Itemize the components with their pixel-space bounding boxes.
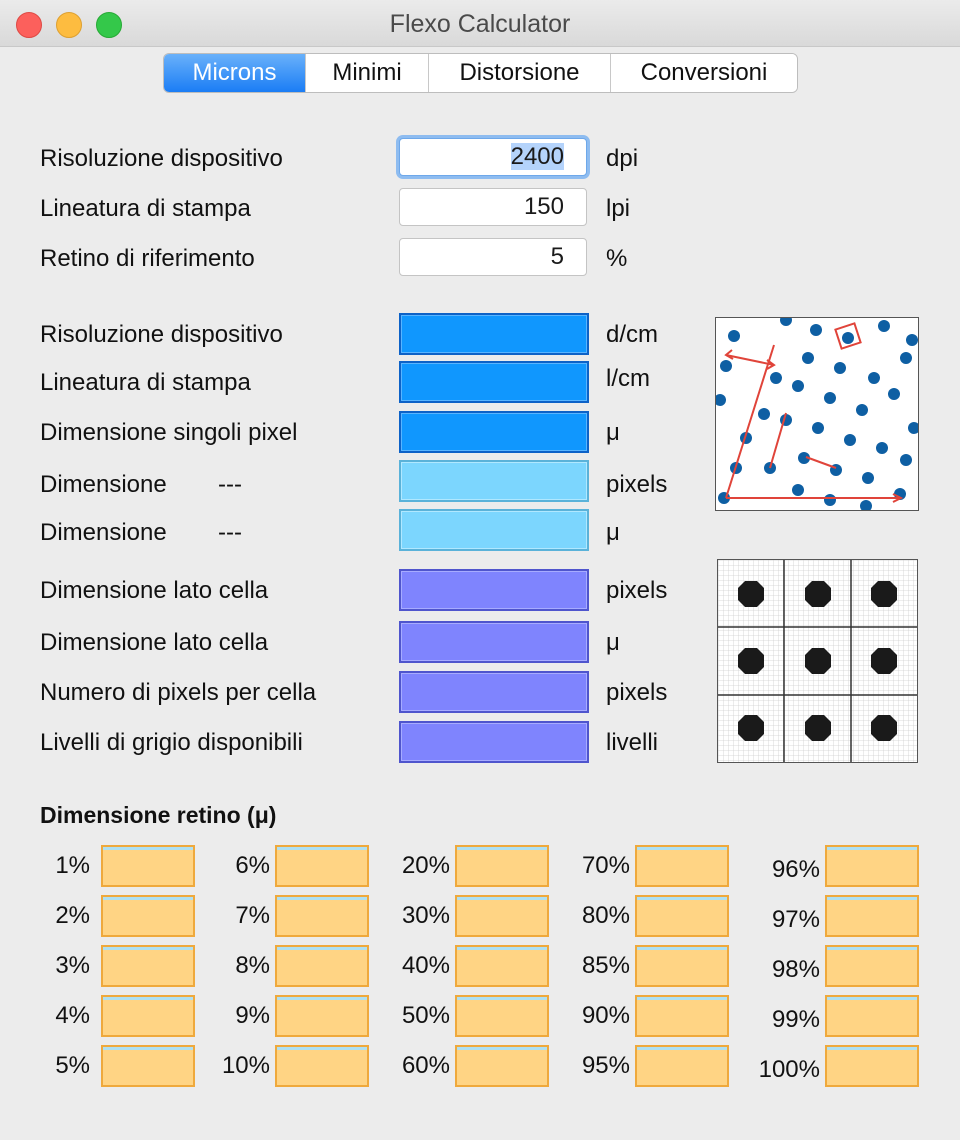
cell-dot [805, 648, 831, 674]
dot-label: 60% [401, 1052, 450, 1079]
pixel-cell-grid-diagram [717, 559, 918, 763]
unit-lcm: l/cm [606, 365, 650, 392]
dot-size-output [455, 845, 549, 887]
output-dimension-micron [399, 509, 589, 551]
device-resolution-value: 2400 [510, 143, 564, 170]
dot-size-output [275, 845, 369, 887]
device-resolution-input[interactable] [399, 138, 587, 176]
label-device-resolution: Risoluzione dispositivo [40, 145, 283, 172]
dot-size-output [635, 945, 729, 987]
dot-size-output [275, 895, 369, 937]
cell-dot [805, 715, 831, 741]
output-device-resolution-dcm [399, 313, 589, 355]
unit-dcm: d/cm [606, 321, 659, 348]
halftone-dot [878, 320, 890, 332]
halftone-dot [824, 494, 836, 506]
halftone-dot [728, 330, 740, 342]
label-pixels-per-cell: Numero di pixels per cella [40, 679, 317, 706]
cell-dot [738, 715, 764, 741]
cell-dot [738, 648, 764, 674]
tab-minimi[interactable]: Minimi [305, 54, 428, 92]
dot-size-output [635, 895, 729, 937]
halftone-dot [860, 500, 872, 510]
print-lineature-input[interactable] [399, 188, 587, 226]
cell-dot [805, 581, 831, 607]
dot-label: 95% [581, 1052, 630, 1079]
dot-size-output [101, 1045, 195, 1087]
tab-distorsione[interactable]: Distorsione [428, 54, 610, 92]
dot-label: 100% [758, 1056, 820, 1083]
dot-label: 50% [401, 1002, 450, 1029]
unit-micron-2: μ [606, 519, 620, 546]
dot-size-output [635, 1045, 729, 1087]
halftone-dot [856, 404, 868, 416]
dot-label: 97% [771, 906, 820, 933]
unit-pixels: pixels [606, 471, 668, 498]
label-print-lineature: Lineatura di stampa [40, 195, 251, 222]
title-bar [0, 0, 960, 47]
dot-size-output [455, 995, 549, 1037]
window-title: Flexo Calculator [389, 10, 571, 38]
unit-percent: % [606, 245, 628, 272]
tab-bar [163, 53, 798, 93]
halftone-dot [792, 484, 804, 496]
output-cell-side-pixels [399, 569, 589, 611]
dot-label: 5% [55, 1052, 90, 1079]
dot-size-output [635, 995, 729, 1037]
unit-micron: μ [606, 419, 620, 446]
output-print-lineature-lcm [399, 361, 589, 403]
dot-size-output [825, 995, 919, 1037]
dot-label: 70% [581, 852, 630, 879]
halftone-dot [900, 454, 912, 466]
label-pixel-size: Dimensione singoli pixel [40, 419, 298, 446]
halftone-dot [844, 434, 856, 446]
halftone-dot [810, 324, 822, 336]
dot-size-output [635, 845, 729, 887]
dot-label: 6% [235, 852, 270, 879]
dot-size-output [101, 895, 195, 937]
halftone-dot [876, 442, 888, 454]
dot-label: 90% [581, 1002, 630, 1029]
dot-label: 96% [771, 856, 820, 883]
unit-pixels-2: pixels [606, 577, 668, 604]
dot-label: 4% [55, 1002, 90, 1029]
dot-label: 85% [581, 952, 630, 979]
halftone-dot [824, 392, 836, 404]
dot-label: 20% [401, 852, 450, 879]
dot-label: 80% [581, 902, 630, 929]
halftone-dot [780, 318, 792, 326]
halftone-screen-diagram [715, 317, 919, 511]
dot-label: 30% [401, 902, 450, 929]
cell-dot [871, 715, 897, 741]
dot-size-output [101, 995, 195, 1037]
halftone-dot [906, 334, 918, 346]
halftone-dot [862, 472, 874, 484]
dot-size-output [825, 845, 919, 887]
halftone-dot [792, 380, 804, 392]
dot-label: 10% [221, 1052, 270, 1079]
dot-label: 98% [771, 956, 820, 983]
output-gray-levels [399, 721, 589, 763]
cell-dot [871, 581, 897, 607]
output-cell-side-micron [399, 621, 589, 663]
dot-size-output [455, 895, 549, 937]
dot-label: 40% [401, 952, 450, 979]
unit-levels: livelli [606, 729, 659, 756]
halftone-dot [842, 332, 854, 344]
dot-size-title: Dimensione retino (μ) [40, 802, 277, 828]
dot-size-output [101, 945, 195, 987]
dot-size-output [275, 945, 369, 987]
halftone-dot [758, 408, 770, 420]
print-lineature-value: 150 [523, 193, 564, 220]
label-out-device-resolution: Risoluzione dispositivo [40, 321, 283, 348]
output-dimension-pixels [399, 460, 589, 502]
dot-label: 9% [235, 1002, 270, 1029]
dot-size-output [101, 845, 195, 887]
unit-lpi: lpi [606, 195, 631, 222]
output-pixel-size [399, 411, 589, 453]
halftone-dot [834, 362, 846, 374]
dot-label: 3% [55, 952, 90, 979]
label-gray-levels: Livelli di grigio disponibili [40, 729, 303, 756]
label-cell-side-pixels: Dimensione lato cella [40, 577, 269, 604]
tab-conversioni[interactable]: Conversioni [610, 54, 797, 92]
dot-label: 7% [235, 902, 270, 929]
cell-dot [738, 581, 764, 607]
cell-grid-icon [718, 560, 917, 762]
label-dimension-micron-extra: --- [218, 519, 242, 546]
dot-size-output [455, 1045, 549, 1087]
dot-size-output [275, 1045, 369, 1087]
label-dimension-pixels-extra: --- [218, 471, 242, 498]
dot-label: 8% [235, 952, 270, 979]
label-cell-side-micron: Dimensione lato cella [40, 629, 269, 656]
dot-size-output [825, 945, 919, 987]
halftone-dot [716, 394, 726, 406]
halftone-dot [770, 372, 782, 384]
dot-label: 1% [55, 852, 90, 879]
dot-size-output [825, 1045, 919, 1087]
unit-dpi: dpi [606, 145, 639, 172]
halftone-dot [900, 352, 912, 364]
label-out-print-lineature: Lineatura di stampa [40, 369, 251, 396]
halftone-dot [812, 422, 824, 434]
halftone-dot [908, 422, 918, 434]
halftone-screen-icon [716, 318, 918, 510]
unit-micron-3: μ [606, 629, 620, 656]
halftone-dot [802, 352, 814, 364]
dot-label: 2% [55, 902, 90, 929]
unit-pixels-3: pixels [606, 679, 668, 706]
output-pixels-per-cell [399, 671, 589, 713]
label-dimension-micron: Dimensione [40, 519, 167, 546]
reference-screen-input[interactable] [399, 238, 587, 276]
dot-size-output [275, 995, 369, 1037]
cell-dot [871, 648, 897, 674]
halftone-dot [888, 388, 900, 400]
halftone-dot [868, 372, 880, 384]
dot-size-output [455, 945, 549, 987]
tab-microns[interactable]: Microns [164, 54, 305, 92]
label-dimension-pixels: Dimensione [40, 471, 167, 498]
halftone-dot [720, 360, 732, 372]
reference-screen-value: 5 [550, 243, 564, 270]
dot-size-output [825, 895, 919, 937]
dot-label: 99% [771, 1006, 820, 1033]
label-reference-screen: Retino di riferimento [40, 245, 255, 272]
